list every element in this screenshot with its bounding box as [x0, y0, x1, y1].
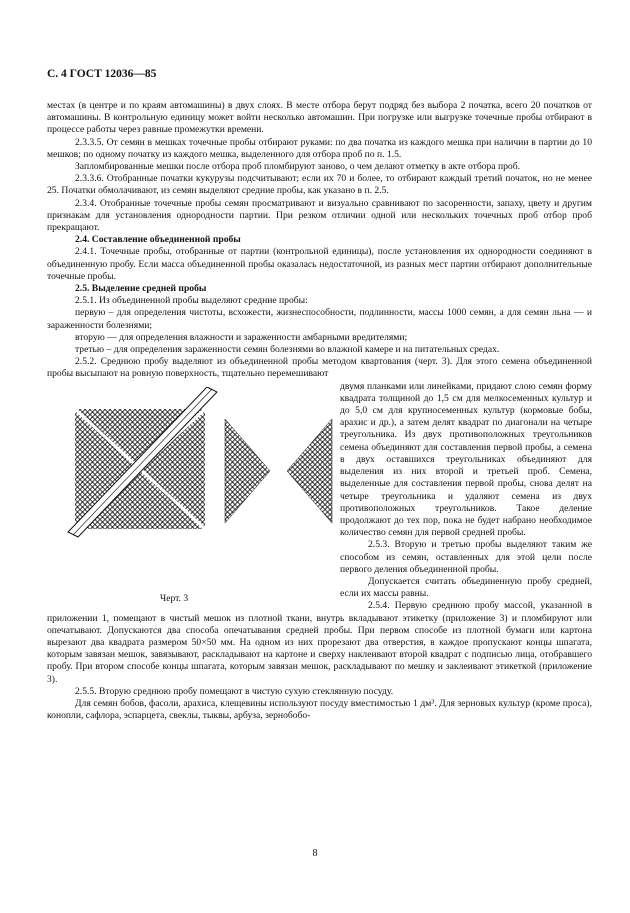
seed-triangle-left — [225, 419, 270, 523]
seed-triangle-right — [287, 419, 332, 523]
paragraph: 2.5.4. Первую среднюю пробу массой, указанной в приложении 1, помещают в чистый мешок из плотной ткани, внутрь вкладывают этикетку (приложение 3) и пломбируют или опечатывают. Допускаются два способа опечатывания средней пробы. При первом способе из плотной бумаги или картона вырезают два квадрата размером 50×50 мм. На одном из них прорезают два отверстия, в каждое пропускают концы шпагата, которым завязан мешок, завязывают, раскладывают на картоне и сверху наклеивают второй квадрат с подписью лица, отобравшего пробу. При втором способе концы шпагата, которым завязан мешок, раскладывают по мешку и заклеивают этикеткой (приложение 3). — [47, 600, 592, 685]
paragraph: местах (в центре и по краям автомашины) в двух слоях. В месте отбора берут подряд без выбора 2 початка, всего 20 початков от автомашины. В контрольную единицу может войти несколько автомашин. При погрузке или выгрузке точечные пробы отбирают в процессе работы через равные промежутки времени. — [47, 100, 592, 136]
paragraph: 2.5.3. Вторую и третью пробы выделяют таким же способом из семян, оставленных для этой цели после первого деления объединенной пробы. — [340, 539, 592, 575]
paragraph: 2.3.4. Отобранные точечные пробы семян просматривают и визуально сравнивают по засоренности, запаху, цвету и другим признакам для установления однородности партии. При резком отличии одной или нескольких точечных проб отбор проб прекращают. — [47, 197, 592, 234]
paragraph: двумя планками или линейками, придают слою семян форму квадрата толщиной до 1,5 см для мелкосеменных культур и до 5,0 см для крупносеменных культур (кормовые бобы, арахис и др.), а затем делят квадрат по диагонали на четыре треугольника. Из двух противоположных треугольников семена объединяют для составления первой пробы, а семена в двух оставшихся треугольниках объединяют для выделения из них второй и третьей проб. Семена, выделенные для составления первой пробы, снова делят на четыре треугольника и удаляют семена из двух противоположных треугольников. Такое деление продолжают до тех пор, пока не будет набрано необходимое количество семян для первой средней пробы. — [340, 380, 592, 539]
paragraph: 2.3.3.5. От семян в мешках точечные пробы отбирают руками: по два початка из каждого мешка при наличии в партии до 10 мешков; по одному початку из каждого мешка, выделенного для отбора проб по п. 1.5. — [47, 136, 592, 160]
figure-quartering — [47, 387, 332, 607]
paragraph: Для семян бобов, фасоли, арахиса, клещевины используют посуду вместимостью 1 дм³. Для зерновых культур (кроме проса), конопли, сафлора, эспарцета, свеклы, тыквы, арбуза, зернобобо- — [47, 697, 592, 722]
page-header: С. 4 ГОСТ 12036—85 — [47, 68, 157, 80]
list-item: третью – для определения зараженности семян болезнями во влажной камере и на питательных средах. — [75, 344, 500, 356]
paragraph: 2.5.5. Вторую среднюю пробу помещают в чистую сухую стеклянную посуду. — [75, 685, 394, 697]
paragraph: 2.4.1. Точечные пробы, отобранные от партии (контрольной единицы), после установления их однородности соединяют в объединенную пробу. Если масса объединенной пробы оказалась недостаточной, из разных мест партии отбирают дополнительные точечные пробы. — [47, 246, 592, 282]
document-body — [47, 100, 592, 722]
paragraph: 2.5.2. Среднюю пробу выделяют из объединенной пробы методом квартования (черт. 3). Для этого семена объединенной пробы высыпают на ровную поверхность, тщательно перемешивают — [47, 356, 592, 380]
paragraph: Допускается считать объединенную пробу средней, если их массы равны. — [340, 575, 592, 600]
figure-caption: Черт. 3 — [160, 592, 189, 604]
quartering-illustration — [65, 387, 335, 592]
page-number: 8 — [312, 848, 318, 859]
paragraph: 2.5.1. Из объединенной пробы выделяют средние пробы: — [75, 295, 308, 307]
paragraph: Запломбированные мешки после отбора проб пломбируют заново, о чем делают отметку в акте отбора проб. — [75, 161, 520, 173]
list-item: первую – для определения чистоты, всхожести, жизнеспособности, подлинности, массы 1000 семян, а для семян льна — и зараженности болезнями; — [47, 307, 592, 331]
paragraph: 2.3.3.6. Отобранные початки кукурузы подсчитывают; если их 70 и более, то отбирают каждый третий початок, но не менее 25. Початки обмолачивают, из семян выделяют средние пробы, как указано в п. 2.5. — [47, 173, 592, 197]
section-heading: 2.4. Составление объединенной пробы — [75, 234, 241, 246]
list-item: вторую — для определения влажности и зараженности амбарными вредителями; — [75, 331, 408, 343]
section-heading: 2.5. Выделение средней пробы — [75, 283, 207, 295]
